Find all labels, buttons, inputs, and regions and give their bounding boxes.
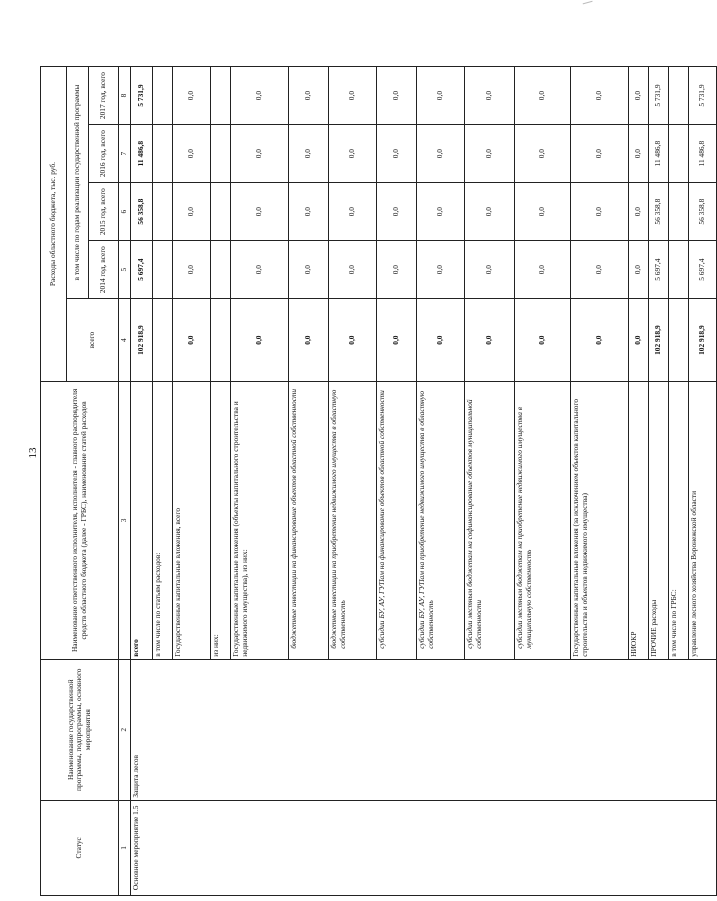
value-cell: 0,0: [465, 299, 515, 382]
row-label: Государственные капитальные вложения (объекты капитального строительства и недвижимого имущества), из них:: [231, 382, 289, 660]
col-number: 7: [119, 125, 131, 183]
value-cell: 56 358,8: [649, 183, 669, 241]
col-number: 1: [119, 800, 131, 895]
header-by-years: в том числе по годам реализации государственной программы: [67, 67, 89, 299]
value-cell: 11 486,8: [689, 125, 717, 183]
value-cell: 0,0: [571, 125, 629, 183]
header-year: 2014 год, всего: [89, 241, 119, 299]
header-year: 2017 год, всего: [89, 67, 119, 125]
value-cell: 102 918,9: [131, 299, 153, 382]
value-cell: 0,0: [515, 67, 571, 125]
value-cell: 0,0: [417, 67, 465, 125]
value-cell: 102 918,9: [649, 299, 669, 382]
value-cell: [669, 125, 689, 183]
value-cell: 0,0: [173, 125, 211, 183]
header-year: 2015 год, всего: [89, 183, 119, 241]
value-cell: 0,0: [465, 125, 515, 183]
value-cell: 0,0: [571, 299, 629, 382]
col-number: 5: [119, 241, 131, 299]
value-cell: 0,0: [231, 125, 289, 183]
row-label: Государственные капитальные вложения (за исключением объектов капитального строительства и объектов недвижимого имущества): [571, 382, 629, 660]
row-label: НИОКР: [629, 382, 649, 660]
value-cell: 0,0: [465, 241, 515, 299]
value-cell: 5 731,9: [131, 67, 153, 125]
value-cell: [669, 183, 689, 241]
value-cell: 0,0: [417, 183, 465, 241]
status-cell: Основное мероприятие 1.5: [131, 800, 717, 895]
value-cell: 0,0: [417, 241, 465, 299]
value-cell: 0,0: [289, 299, 329, 382]
value-cell: 0,0: [377, 125, 417, 183]
value-cell: 0,0: [571, 241, 629, 299]
value-cell: 0,0: [289, 241, 329, 299]
value-cell: 0,0: [231, 299, 289, 382]
value-cell: 0,0: [629, 299, 649, 382]
value-cell: 0,0: [173, 183, 211, 241]
row-label: бюджетные инвестиции на финансирование объектов областной собственности: [289, 382, 329, 660]
col-number: 3: [119, 382, 131, 660]
header-status: Статус: [41, 800, 119, 895]
value-cell: 0,0: [377, 183, 417, 241]
value-cell: 56 358,8: [131, 183, 153, 241]
value-cell: 5 731,9: [649, 67, 669, 125]
row-label: субсидии местным бюджетам на приобретение недвижимого имущества в муниципальную собственность: [515, 382, 571, 660]
value-cell: 0,0: [329, 67, 377, 125]
value-cell: 0,0: [231, 67, 289, 125]
value-cell: 0,0: [231, 241, 289, 299]
value-cell: 0,0: [571, 183, 629, 241]
value-cell: 0,0: [329, 241, 377, 299]
value-cell: 0,0: [417, 299, 465, 382]
row-label: субсидии БУ, АУ, ГУПам на приобретение недвижимого имущества в областную собственность: [417, 382, 465, 660]
value-cell: 5 697,4: [649, 241, 669, 299]
value-cell: 0,0: [289, 125, 329, 183]
value-cell: 0,0: [629, 125, 649, 183]
value-cell: [153, 299, 173, 382]
value-cell: [211, 299, 231, 382]
value-cell: 0,0: [173, 67, 211, 125]
value-cell: [669, 67, 689, 125]
value-cell: [669, 299, 689, 382]
value-cell: 0,0: [515, 183, 571, 241]
expense-table: [40, 66, 717, 896]
event-name-cell: Защита лесов: [131, 659, 717, 800]
row-label: субсидии местным бюджетам на софинансирование объектов муниципальной собственности: [465, 382, 515, 660]
value-cell: 0,0: [465, 67, 515, 125]
row-label: ПРОЧИЕ расходы: [649, 382, 669, 660]
value-cell: [211, 241, 231, 299]
header-responsible: Наименование ответственного исполнителя, исполнителя - главного распорядителя средств областного бюджета (далее - ГРБС), наименование статей расходов: [41, 382, 119, 660]
value-cell: 0,0: [329, 299, 377, 382]
value-cell: 0,0: [629, 67, 649, 125]
value-cell: 0,0: [515, 299, 571, 382]
header-year: 2016 год, всего: [89, 125, 119, 183]
row-label: в том числе по ГРБС:: [669, 382, 689, 660]
col-number: 4: [119, 299, 131, 382]
value-cell: 5 697,4: [689, 241, 717, 299]
pen-mark: [583, 1, 594, 7]
row-label: всего: [131, 382, 153, 660]
value-cell: 0,0: [417, 125, 465, 183]
header-name: Наименование государственной программы, подпрограммы, основного мероприятия: [41, 659, 119, 800]
value-cell: 0,0: [629, 241, 649, 299]
row-label: из них:: [211, 382, 231, 660]
rotated-sheet: [40, 66, 707, 896]
value-cell: 0,0: [289, 183, 329, 241]
value-cell: 0,0: [515, 241, 571, 299]
value-cell: [153, 183, 173, 241]
value-cell: 0,0: [329, 125, 377, 183]
value-cell: [153, 67, 173, 125]
table-row: [131, 67, 153, 896]
value-cell: 102 918,9: [689, 299, 717, 382]
value-cell: 0,0: [173, 299, 211, 382]
value-cell: 11 486,8: [131, 125, 153, 183]
value-cell: [669, 241, 689, 299]
value-cell: 0,0: [377, 299, 417, 382]
value-cell: 0,0: [289, 67, 329, 125]
value-cell: 56 358,8: [689, 183, 717, 241]
header-expenses: Расходы областного бюджета, тыс. руб.: [41, 67, 67, 382]
value-cell: 0,0: [465, 183, 515, 241]
row-label: бюджетные инвестиции на приобретение недвижимого имущества в областную собственность: [329, 382, 377, 660]
row-label: субсидии БУ, АУ, ГУПам на финансирование объектов областной собственности: [377, 382, 417, 660]
value-cell: 11 486,8: [649, 125, 669, 183]
row-label: в том числе по статьям расходов:: [153, 382, 173, 660]
value-cell: 0,0: [515, 125, 571, 183]
col-number: 8: [119, 67, 131, 125]
value-cell: [211, 183, 231, 241]
row-label: Государственные капитальные вложения, всего: [173, 382, 211, 660]
value-cell: [211, 125, 231, 183]
value-cell: 0,0: [571, 67, 629, 125]
col-number: 2: [119, 659, 131, 800]
value-cell: 0,0: [377, 67, 417, 125]
value-cell: 0,0: [173, 241, 211, 299]
value-cell: [153, 241, 173, 299]
row-label: управление лесного хозяйства Воронежской области: [689, 382, 717, 660]
col-number: 6: [119, 183, 131, 241]
value-cell: 0,0: [231, 183, 289, 241]
page-number: 13: [27, 447, 39, 459]
value-cell: 5 731,9: [689, 67, 717, 125]
value-cell: [153, 125, 173, 183]
value-cell: 5 697,4: [131, 241, 153, 299]
value-cell: 0,0: [377, 241, 417, 299]
value-cell: 0,0: [329, 183, 377, 241]
value-cell: 0,0: [629, 183, 649, 241]
value-cell: [211, 67, 231, 125]
header-total: всего: [67, 299, 119, 382]
